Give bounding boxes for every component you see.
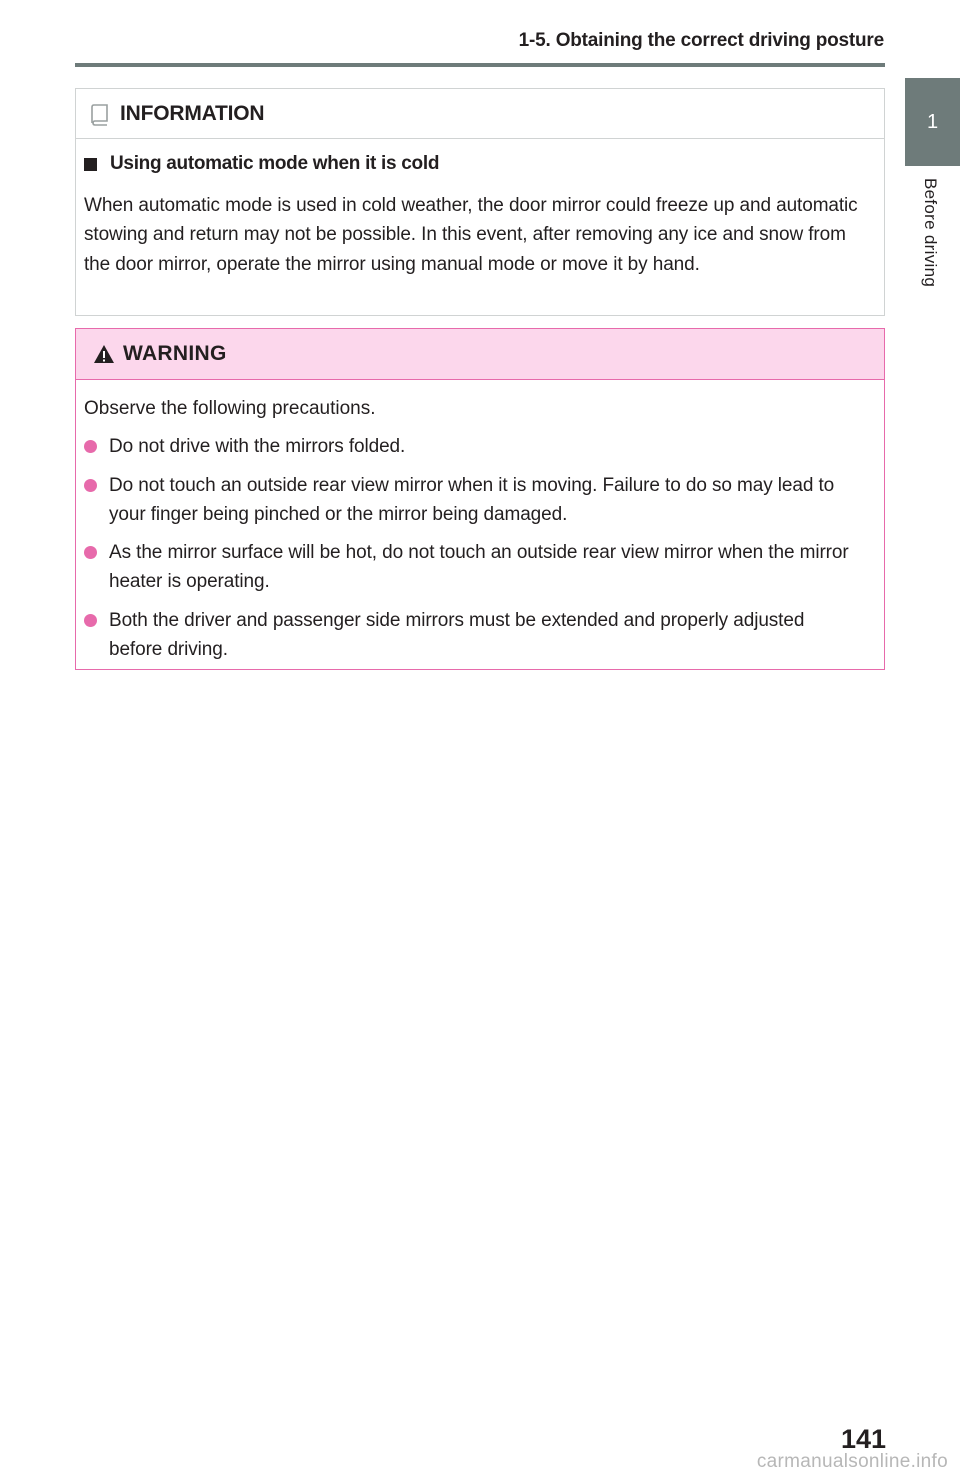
chapter-number: 1	[926, 110, 939, 133]
bullet-icon	[84, 479, 97, 492]
warning-item	[84, 432, 860, 461]
page-number: 141	[840, 1424, 886, 1454]
bullet-icon	[84, 614, 97, 627]
bullet-icon	[84, 546, 97, 559]
watermark: carmanualsonline.info	[756, 1451, 948, 1472]
header-rule	[75, 63, 885, 67]
warning-item	[84, 538, 860, 597]
book-icon	[90, 102, 110, 126]
section-title: 1-5. Obtaining the correct driving posture	[518, 30, 884, 51]
warning-item-text: Do not touch an outside rear view mirror when it is moving. Failure to do so may lead to your finger being pinched or the mirror being damaged.	[109, 474, 835, 525]
warning-triangle-icon	[93, 344, 115, 364]
warning-item-text: Do not drive with the mirrors folded.	[109, 436, 406, 458]
bullet-icon	[84, 440, 97, 453]
information-subheading	[84, 153, 860, 175]
warning-item-text: As the mirror surface will be hot, do not touch an outside rear view mirror when the mirror heater is operating.	[109, 542, 849, 593]
square-bullet-icon	[84, 158, 97, 171]
warning-title: WARNING	[123, 342, 227, 365]
warning-header	[76, 329, 884, 380]
information-box	[75, 88, 885, 316]
information-title: INFORMATION	[120, 101, 265, 125]
warning-item-text: Both the driver and passenger side mirrors must be extended and properly adjusted before driving.	[109, 609, 805, 661]
warning-box	[75, 328, 885, 670]
information-paragraph: When automatic mode is used in cold weather, the door mirror could freeze up and automatic stowing and return may not be possible. In this event, after removing any ice and snow from the door mirror, operate the mirror using manual mode or move it by hand.	[84, 195, 858, 275]
warning-item	[84, 471, 860, 530]
information-subheading-text: Using automatic mode when it is cold	[110, 153, 440, 174]
warning-intro: Observe the following precautions.	[84, 398, 376, 419]
information-header	[76, 89, 884, 139]
warning-item	[84, 606, 860, 665]
chapter-tab[interactable]	[905, 78, 960, 166]
chapter-label: Before driving	[921, 178, 940, 288]
